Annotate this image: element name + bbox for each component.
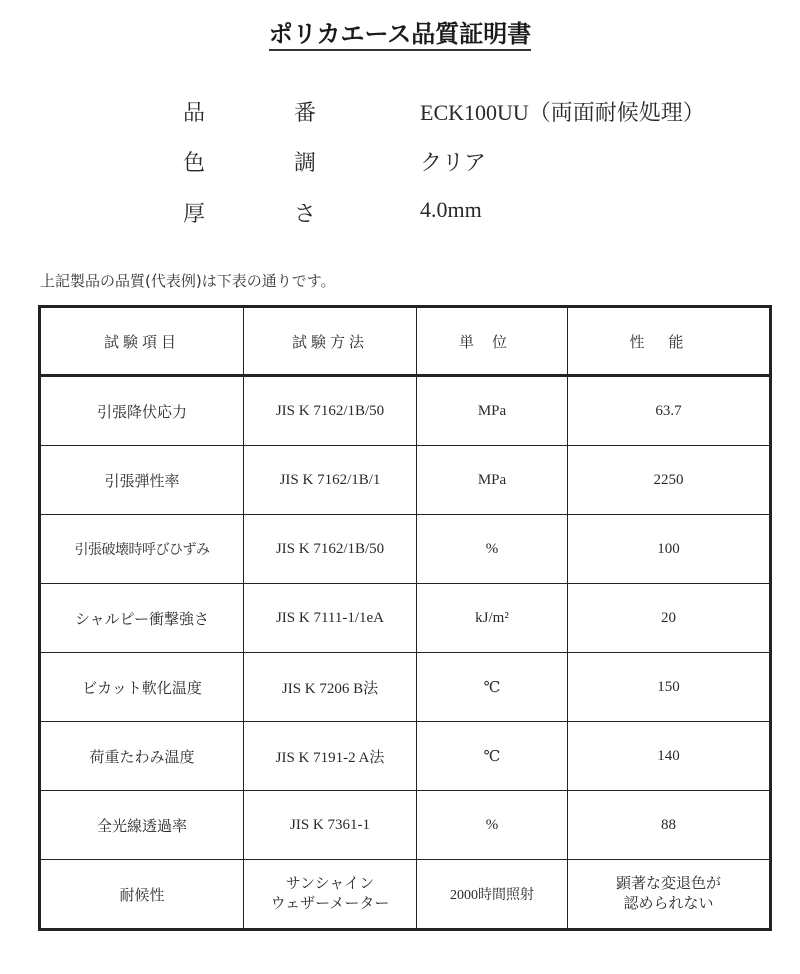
cell-unit: % xyxy=(417,791,568,860)
cell-test-method: JIS K 7191-2 A法 xyxy=(244,722,417,791)
cell-value: 20 xyxy=(568,584,771,653)
table-intro-note: 上記製品の品質(代表例)は下表の通りです。 xyxy=(40,272,336,290)
table-row xyxy=(40,722,771,791)
table-row xyxy=(40,860,771,930)
cell-test-method xyxy=(244,860,417,930)
cell-unit: ℃ xyxy=(417,653,568,722)
cell-test-method: JIS K 7206 B法 xyxy=(244,653,417,722)
header-performance: 性能 xyxy=(568,307,771,376)
cell-value: 2250 xyxy=(568,446,771,515)
table-row xyxy=(40,653,771,722)
cell-unit: % xyxy=(417,515,568,584)
spec-label-char-2: さ xyxy=(294,202,317,227)
cell-test-item: シャルピー衝撃強さ xyxy=(40,584,244,653)
spec-row-color xyxy=(0,146,800,186)
cell-test-item: 荷重たわみ温度 xyxy=(40,722,244,791)
spec-label-char-1: 色 xyxy=(183,151,206,176)
cell-value-line-1: 顕著な変退色が xyxy=(615,876,721,892)
table-row xyxy=(40,376,771,446)
spec-label-char-2: 調 xyxy=(294,151,317,176)
document-title xyxy=(0,14,800,49)
spec-value-product-number: ECK100UU（両面耐候処理） xyxy=(420,100,705,125)
table-row xyxy=(40,515,771,584)
table-row xyxy=(40,791,771,860)
cell-test-method: JIS K 7162/1B/50 xyxy=(244,515,417,584)
cell-test-item: 引張降伏応力 xyxy=(40,376,244,446)
cell-value: 88 xyxy=(568,791,771,860)
header-test-item: 試験項目 xyxy=(40,307,244,376)
cell-unit: 2000時間照射 xyxy=(417,860,568,930)
cell-value: 63.7 xyxy=(568,376,771,446)
cell-test-item: 全光線透過率 xyxy=(40,791,244,860)
spec-row-thickness xyxy=(0,197,800,237)
cell-unit: MPa xyxy=(417,376,568,446)
cell-value-line-2: 認められない xyxy=(623,896,714,912)
cell-test-method: JIS K 7162/1B/50 xyxy=(244,376,417,446)
table-row xyxy=(40,584,771,653)
cell-test-method-line-2: ウェザーメーター xyxy=(270,896,390,912)
cell-test-method: JIS K 7361-1 xyxy=(244,791,417,860)
spec-label-char-1: 厚 xyxy=(183,202,206,227)
cell-value: 150 xyxy=(568,653,771,722)
spec-row-product-number xyxy=(0,96,800,136)
cell-test-item: 引張弾性率 xyxy=(40,446,244,515)
cell-test-item: ビカット軟化温度 xyxy=(40,653,244,722)
cell-test-method: JIS K 7111-1/1eA xyxy=(244,584,417,653)
quality-properties-table xyxy=(38,305,772,931)
cell-unit: kJ/m² xyxy=(417,584,568,653)
cell-value: 140 xyxy=(568,722,771,791)
table-header-row xyxy=(40,307,771,376)
header-unit: 単位 xyxy=(417,307,568,376)
cell-value: 100 xyxy=(568,515,771,584)
cell-test-item: 耐候性 xyxy=(40,860,244,930)
cell-test-method: JIS K 7162/1B/1 xyxy=(244,446,417,515)
cell-value xyxy=(568,860,771,930)
spec-label-char-1: 品 xyxy=(183,101,206,126)
cell-test-item: 引張破壊時呼びひずみ xyxy=(40,515,244,584)
spec-value-color: クリア xyxy=(420,150,487,175)
header-test-method: 試験方法 xyxy=(244,307,417,376)
cell-test-method-line-1: サンシャイン xyxy=(285,876,375,892)
spec-label-char-2: 番 xyxy=(294,101,317,126)
spec-value-thickness: 4.0mm xyxy=(420,197,482,222)
cell-unit: MPa xyxy=(417,446,568,515)
cell-unit: ℃ xyxy=(417,722,568,791)
document-title-text: ポリカエース品質証明書 xyxy=(269,20,532,51)
table-row xyxy=(40,446,771,515)
